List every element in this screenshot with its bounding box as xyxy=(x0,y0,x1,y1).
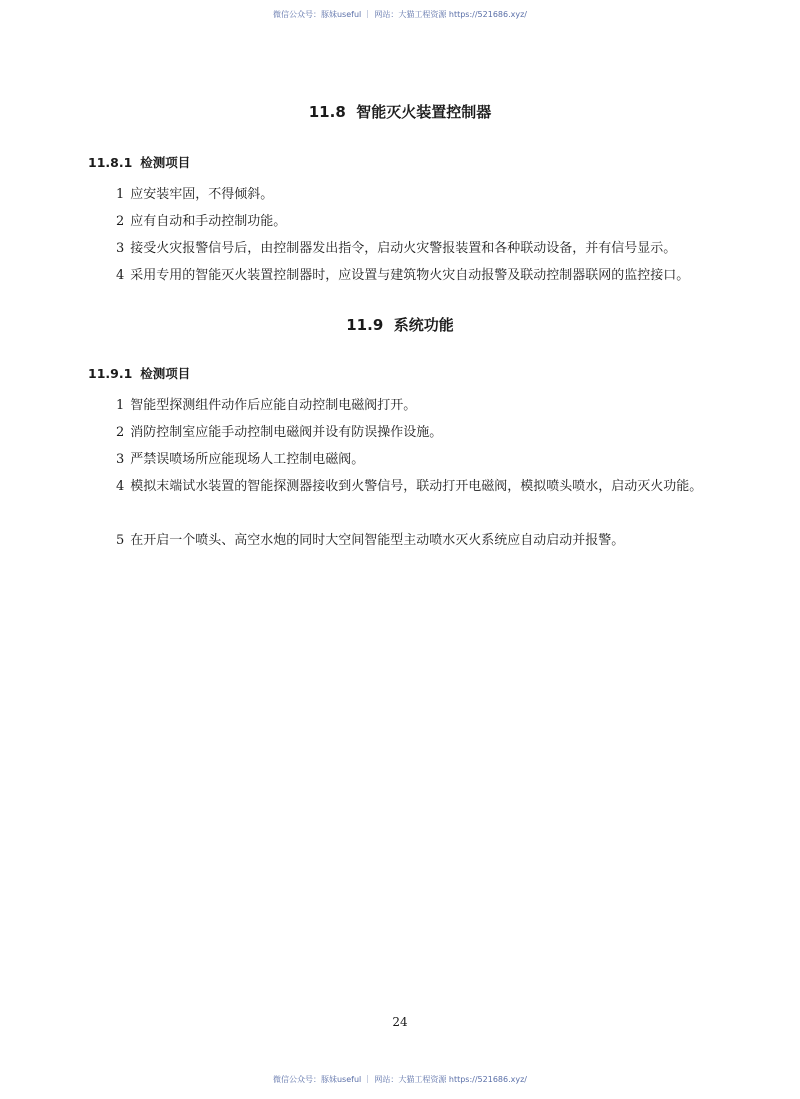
list-item: 3 严禁误喷场所应能现场人工控制电磁阀。 xyxy=(116,452,365,467)
clause-11-9-1 xyxy=(88,364,190,382)
watermark-bottom: 微信公众号：豚妹useful ｜ 网站：大猫工程资源 https://521686.xyz/ xyxy=(272,1075,528,1084)
list-item: 5 在开启一个喷头、高空水炮的同时大空间智能型主动喷水灭火系统应自动启动并报警。 xyxy=(116,533,625,548)
section-number: 11.9 xyxy=(346,316,384,334)
clause-11-8-1 xyxy=(88,153,190,171)
list-item: 4 模拟末端试水装置的智能探测器接收到火警信号，联动打开电磁阀，模拟喷头喷水，启动灭火功能。 xyxy=(116,479,703,494)
section-heading: 系统功能 xyxy=(393,316,454,334)
list-item: 1 应安装牢固，不得倾斜。 xyxy=(116,187,274,202)
section-number: 11.8 xyxy=(308,103,346,121)
list-item: 3 接受火灾报警信号后，由控制器发出指令，启动火灾警报装置和各种联动设备，并有信号显示。 xyxy=(116,241,677,256)
list-item: 1 智能型探测组件动作后应能自动控制电磁阀打开。 xyxy=(116,398,417,413)
page-number: 24 xyxy=(392,1015,408,1029)
section-title-11-9 xyxy=(0,314,800,335)
watermark-top: 微信公众号：豚妹useful ｜ 网站：大猫工程资源 https://521686.xyz/ xyxy=(272,10,528,19)
clause-title: 检测项目 xyxy=(140,155,191,170)
section-heading: 智能灭火装置控制器 xyxy=(356,103,492,121)
list-item: 2 应有自动和手动控制功能。 xyxy=(116,214,287,229)
clause-number: 11.8.1 xyxy=(88,155,133,170)
clause-number: 11.9.1 xyxy=(88,366,133,381)
list-item: 2 消防控制室应能手动控制电磁阀并设有防误操作设施。 xyxy=(116,425,443,440)
clause-title: 检测项目 xyxy=(140,366,191,381)
section-title-11-8 xyxy=(0,101,800,122)
list-item: 4 采用专用的智能灭火装置控制器时，应设置与建筑物火灾自动报警及联动控制器联网的监控接口。 xyxy=(116,268,690,283)
